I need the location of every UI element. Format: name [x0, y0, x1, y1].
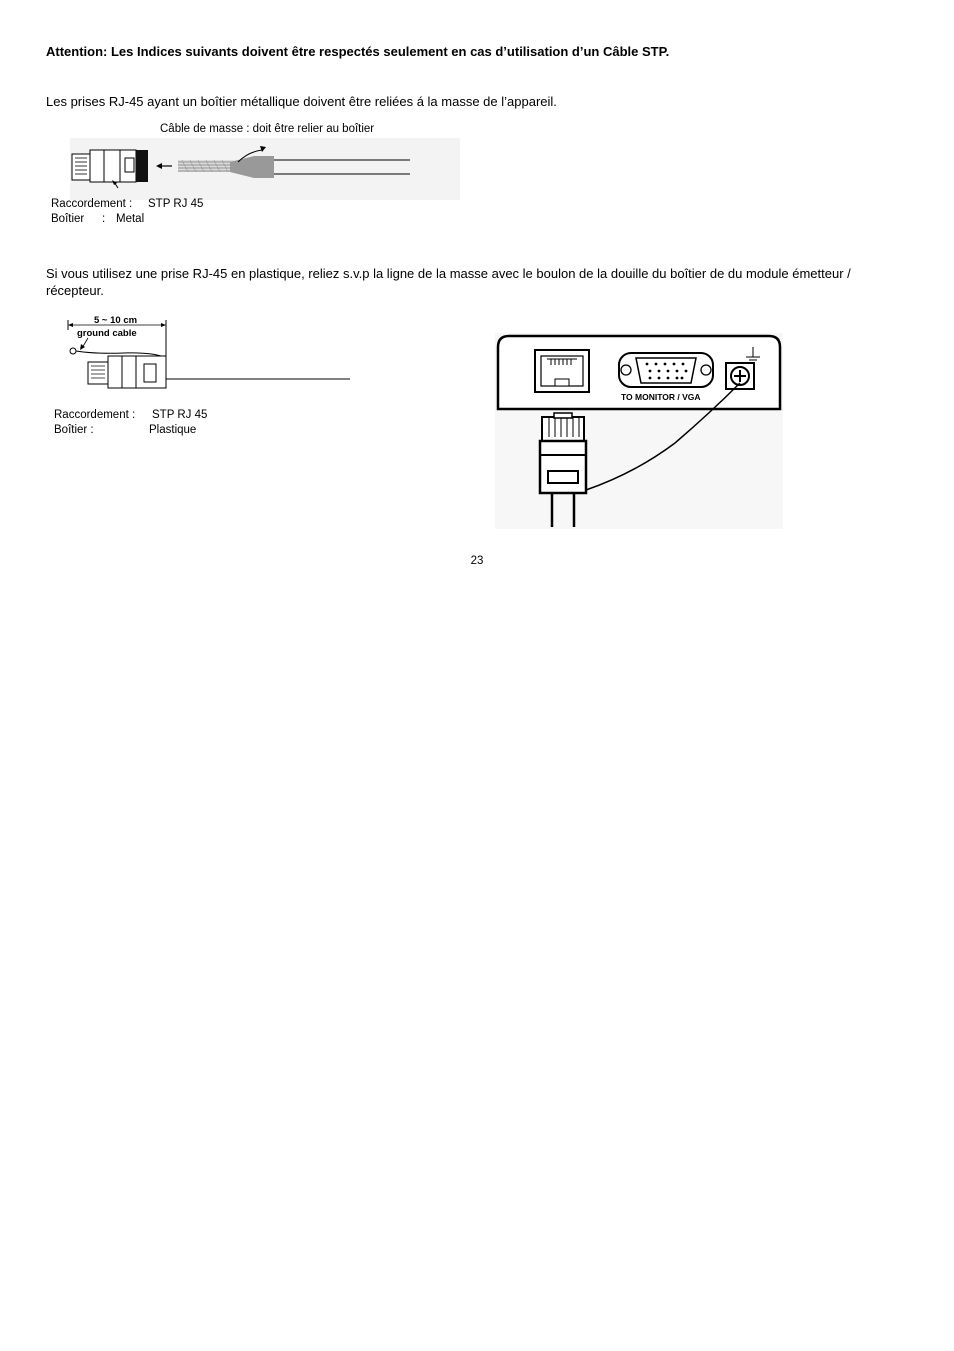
plastic-housing-label: Boîtier : [54, 424, 94, 436]
vga-port-icon [619, 353, 713, 387]
plastic-connection-value: STP RJ 45 [152, 409, 208, 421]
attention-heading: Attention: Les Indices suivants doivent être respectés seulement en cas d’utilisation d’un Câble STP. [46, 44, 670, 59]
metal-connection-value: STP RJ 45 [148, 198, 204, 210]
metal-intro-text: Les prises RJ-45 ayant un boîtier métallique doivent être reliées á la masse de l’appareil. [46, 94, 557, 109]
metal-housing-separator: : [102, 213, 106, 225]
rj45-jack-icon [535, 350, 589, 392]
ground-cable-text: ground cable [77, 328, 137, 339]
braided-shield [178, 160, 234, 172]
stp-metal-cable-diagram [70, 138, 460, 200]
distance-label: 5 ~ 10 cm [94, 315, 138, 326]
ground-screw-icon [726, 363, 754, 389]
plastic-intro-text: Si vous utilisez une prise RJ-45 en plastique, reliez s.v.p la ligne de la masse avec le boulon de la douille du boîtier de du module émetteur / récepteur. [46, 266, 851, 298]
device-ground-diagram [495, 333, 783, 529]
metal-housing-value: Metal [116, 213, 145, 225]
ground-cable-label: Câble de masse : doit être relier au boîtier [160, 123, 375, 135]
rj45-metal-plug-icon [72, 150, 148, 182]
plastic-connection-label: Raccordement : [54, 409, 136, 421]
metal-connection-label: Raccordement : [51, 198, 133, 210]
rj45-plastic-plug-icon [88, 356, 166, 388]
plastic-housing-value: Plastique [149, 424, 197, 436]
vga-port-label: TO MONITOR / VGA [621, 392, 701, 402]
page-number: 23 [470, 555, 484, 567]
metal-housing-label: Boîtier [51, 213, 85, 225]
